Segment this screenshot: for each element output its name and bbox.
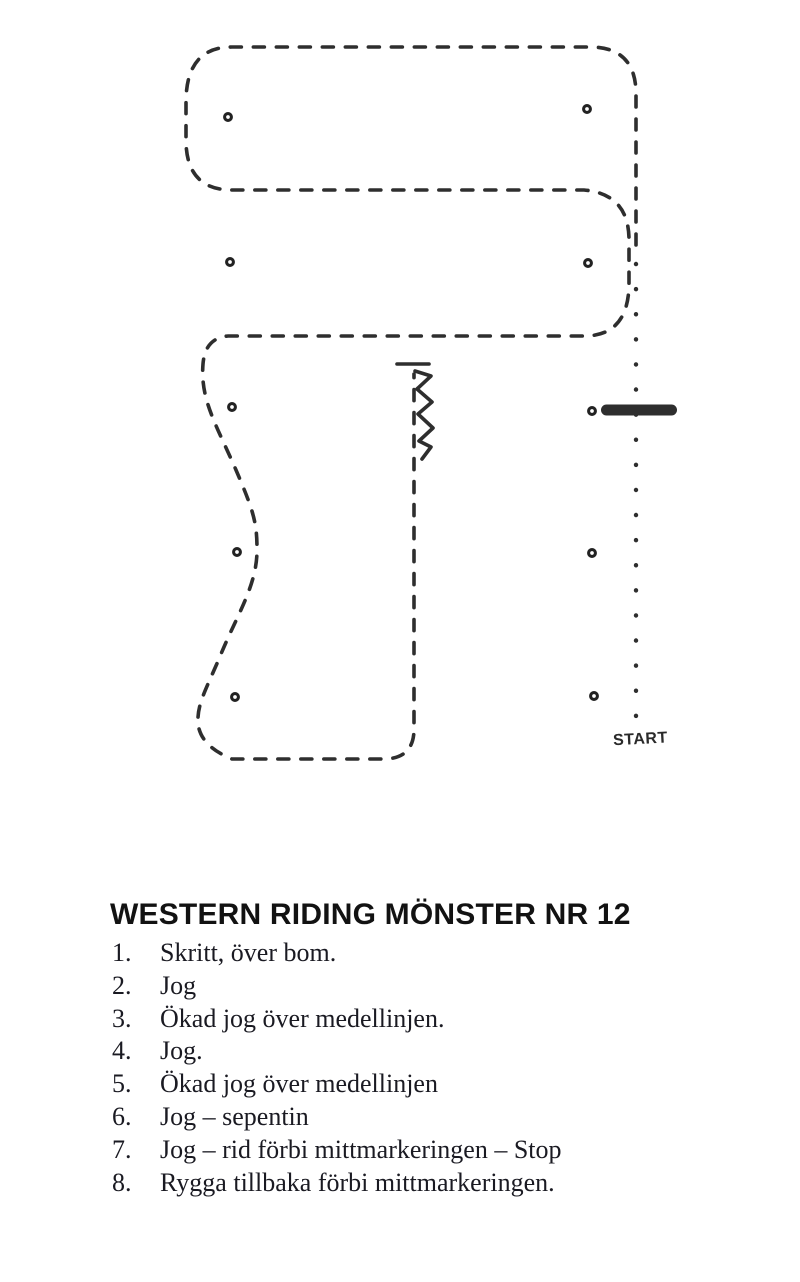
list-item-number: 6. [112, 1101, 132, 1131]
course-marker [225, 114, 232, 121]
bom-pole [601, 405, 677, 416]
list-item-number: 7. [112, 1134, 132, 1164]
list-item-number: 2. [112, 970, 132, 1000]
markers-layer [225, 106, 598, 701]
list-item [110, 1167, 750, 1200]
list-item [110, 1068, 750, 1101]
list-item [110, 1035, 750, 1068]
list-item [110, 1134, 750, 1167]
list-item-text: Jog – sepentin [160, 1101, 309, 1131]
list-item [110, 937, 750, 970]
list-item-text: Ökad jog över medellinjen. [160, 1003, 445, 1033]
list-item-text: Rygga tillbaka förbi mittmarkeringen. [160, 1167, 555, 1197]
course-marker [585, 260, 592, 267]
course-marker [229, 404, 236, 411]
list-item-text: Skritt, över bom. [160, 938, 337, 967]
list-item-number: 3. [112, 1003, 132, 1033]
course-marker [591, 693, 598, 700]
instruction-list [110, 937, 750, 1199]
list-item-text: Jog [160, 970, 197, 1000]
course-marker [232, 694, 239, 701]
list-item-text: Jog – rid förbi mittmarkeringen – Stop [160, 1134, 562, 1164]
list-item-text: Ökad jog över medellinjen [160, 1069, 438, 1099]
list-item-number: 5. [112, 1069, 132, 1099]
course-marker [227, 259, 234, 266]
list-item-number: 1. [112, 938, 132, 967]
instructions-block [110, 898, 750, 1199]
course-marker [584, 106, 591, 113]
course-marker [234, 549, 241, 556]
list-item [110, 1101, 750, 1134]
backup-zigzag [415, 371, 433, 459]
list-item-number: 8. [112, 1167, 132, 1197]
list-item [110, 1003, 750, 1036]
list-item [110, 970, 750, 1003]
course-marker [589, 550, 596, 557]
course-marker [589, 408, 596, 415]
page-title: WESTERN RIDING MÖNSTER NR 12 [110, 898, 631, 931]
list-item-number: 4. [112, 1036, 132, 1066]
start-label: START [612, 729, 669, 750]
jog-course-path [186, 47, 636, 759]
list-item-text: Jog. [160, 1036, 203, 1066]
